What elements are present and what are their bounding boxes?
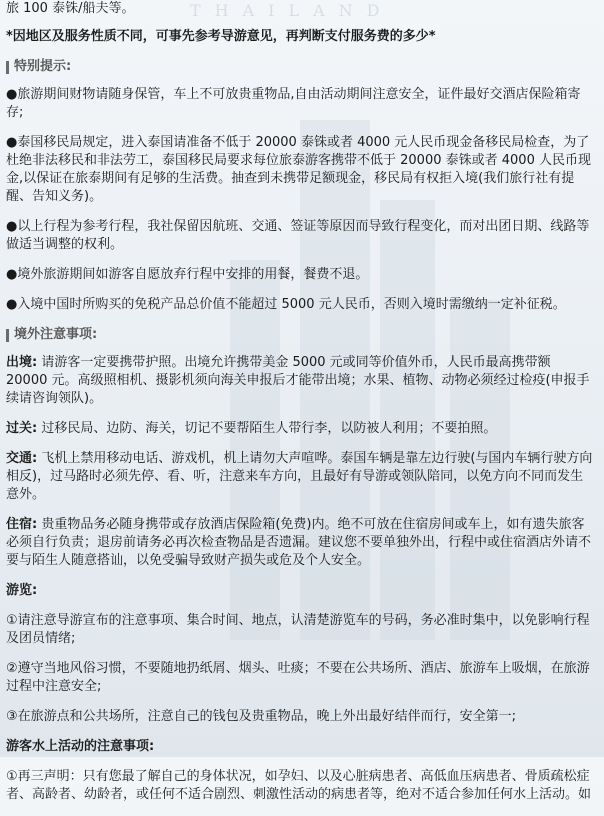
service-fee-notice: *因地区及服务性质不同，可事先参考导游意见，再判断支付服务费的多少* [6, 29, 436, 44]
tip-item: ●泰国移民局规定，进入泰国请准备不低于 20000 泰铢或者 4000 元人民币现金备移民局检查，为了杜绝非法移民和非法劳工，泰国移民局要求每位旅泰游客携带不低于 20000 泰铢或者 4000 人民币现金,以保证在旅泰期间有足够的生活费。抽查到未携带足额现金，移民局有权拒入境(我们旅行社有提醒、告知义务)。 [6, 135, 591, 204]
tip-item: ●以上行程为参考行程，我社保留因航班、交通、签证等原因而导致行程变化，而对出团日期、线路等做适当调整的权利。 [6, 219, 590, 252]
sightseeing-item: ①请注意导游宣布的注意事项、集合时间、地点，认清楚游览车的号码，务必准时集中，以免影响行程及团员情绪; [6, 613, 590, 646]
section-bar-icon [6, 61, 9, 74]
section-bar-icon [6, 329, 9, 342]
intro-tail: 旅 100 泰铢/船夫等。 [6, 1, 135, 16]
abroad-item-exit: 出境: 请游客一定要携带护照。出境允许携带美金 5000 元或同等价值外币，人民币最高携带额 20000 元。高级照相机、摄影机须向海关申报后才能带出境；水果、植物、动物必须经过检疫(申报手续请咨询领队)。 [6, 355, 590, 406]
special-tips-heading: 特别提示: [6, 58, 596, 76]
abroad-item-customs: 过关: 过移民局、边防、海关，切记不要帮陌生人带行李，以防被人利用；不要拍照。 [6, 421, 497, 436]
sightseeing-item: ②遵守当地风俗习惯，不要随地扔纸屑、烟头、吐痰；不要在公共场所、酒店、旅游车上吸烟，在旅游过程中注意安全; [6, 661, 590, 694]
water-activities-heading: 游客水上活动的注意事项: [6, 739, 155, 754]
tip-item: ●境外旅游期间如游客自愿放弃行程中安排的用餐，餐费不退。 [6, 267, 369, 282]
sightseeing-item: ③在旅游点和公共场所，注意自己的钱包及贵重物品，晚上外出最好结伴而行，安全第一; [6, 709, 517, 724]
tip-item: ●入境中国时所购买的免税产品总价值不能超过 5000 元人民币，否则入境时需缴纳一定补征税。 [6, 297, 566, 312]
background-watermark: THAILAND [0, 0, 604, 757]
sightseeing-heading: 游览: [6, 583, 38, 598]
abroad-item-lodging: 住宿: 贵重物品务必随身携带或存放酒店保险箱(免费)内。绝不可放在住宿房间或车上，如有遗失旅客必须自行负责；退房前请务必再次检查物品是否遗漏。建议您不要单独外出，行程中或住宿酒店外请不要与陌生人随意搭讪，以免受骗导致财产损失或危及个人安全。 [6, 517, 592, 568]
abroad-notes-heading: 境外注意事项: [6, 326, 596, 344]
tip-item: ●旅游期间财物请随身保管，车上不可放贵重物品,自由活动期间注意安全，证件最好交酒店保险箱寄存; [6, 87, 581, 120]
water-item: ①再三声明：只有您最了解自己的身体状况，如孕妇、以及心脏病患者、高低血压病患者、骨质疏松症者、高龄者、幼龄者，或任何不适合剧烈、刺激性活动的病患者等，绝对不适合参加任何水上活动。如 [6, 769, 592, 802]
abroad-item-transport: 交通: 飞机上禁用移动电话、游戏机，机上请勿大声喧哗。泰国车辆是靠左边行驶(与国内车辆行驶方向相反)，过马路时必须先停、看、听，注意来车方向，且最好有导游或领队陪同，以免方向不同而发生意外。 [6, 451, 593, 502]
